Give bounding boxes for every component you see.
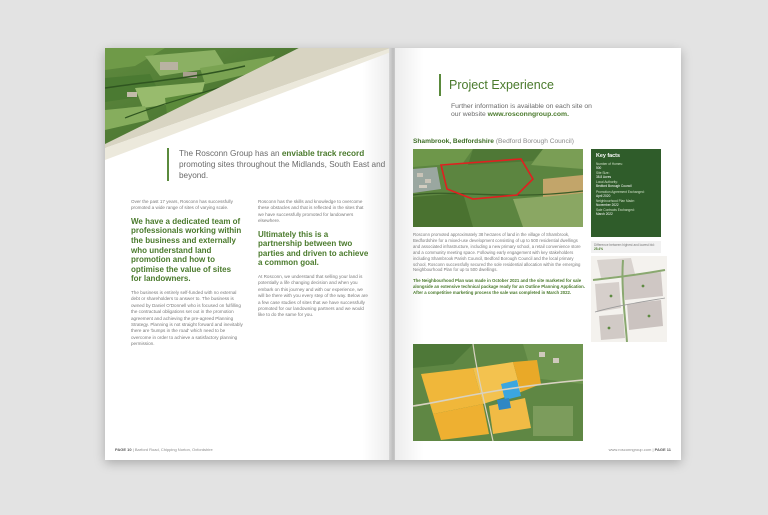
subtitle-text: Further information is available on each site on our website: [451, 103, 592, 118]
key-fact-label: Neighbourhood Plan Made:: [596, 198, 635, 203]
col2-intro: Rosconn has the skills and knowledge to overcome these obstacles and that is reflected in the sites that we have successfully promoted for landowners elsewhere.: [258, 199, 364, 224]
key-facts-row: [596, 162, 656, 170]
key-facts-panel: [591, 149, 661, 237]
site-description: [413, 232, 585, 301]
col2-heading: Ultimately this is a partnership between two parties and driven to achieve a common goal.: [258, 229, 369, 268]
site-council: (Bedford Borough Council): [495, 138, 574, 145]
tagline-emphasis: enviable track record: [281, 149, 365, 158]
bid-difference-value: 25.4%: [594, 247, 604, 251]
key-fact-value: Bedford Borough Council: [596, 184, 632, 189]
col1-intro: Over the past 17 years, Rosconn has successfully promoted a wide range of sites of varying scale.: [131, 199, 233, 211]
key-facts-row: [596, 180, 656, 188]
key-fact-value: 500: [596, 166, 602, 171]
site-paragraph-1: Rosconn promoted approximately 38 hectares of land in the village of Shambrook, Bedfordshire for a mixed-use development consisting of up to 500 residential dwellings and associated infrastructure, including a new primary school, a retail convenience store and a community meeting space. Following early engagement with key stakeholders including Shambrook Parish Council, Bedford Borough Council and the local primary school, Rosconn successfully secured the sole residential allocation within the emerging Neighbourhood Plan for up to 500 dwellings.: [413, 232, 581, 273]
left-column-1: [131, 199, 243, 353]
key-facts-row: [596, 199, 656, 207]
brochure-spread: [105, 48, 681, 460]
key-facts-row: [596, 190, 656, 198]
masterplan-drawing: [591, 256, 667, 342]
aerial-hero-image: [105, 48, 391, 208]
site-name: Shambrook, Bedfordshire: [413, 138, 494, 145]
left-footer: PAGE 10 | Barford Road, Chipping Norton, Oxfordshire: [115, 447, 213, 452]
website-link[interactable]: www.rosconngroup.com.: [487, 111, 569, 118]
col2-body: At Rosconn, we understand that selling your land is potentially a life changing decision and when you embark on this journey and with our experience, we will be there with you every step of the way. Below are a few case studies of sites that we have successfully promoted for our landowning partners and we would like to do the same for you.: [258, 274, 368, 318]
key-fact-value: November 2022: [596, 202, 619, 207]
left-column-2: [258, 199, 370, 324]
key-fact-value: March 2022: [596, 212, 613, 217]
key-fact-label: Promotion Agreement Exchanged:: [596, 189, 645, 194]
key-fact-label: Sale Contracts Exchanged:: [596, 207, 635, 212]
key-fact-label: Number of Homes:: [596, 162, 623, 166]
intro-tagline: [167, 148, 389, 181]
col1-heading: We have a dedicated team of professionals working within the business and externally who understand land promotion and how to optimise the value of sites for landowners.: [131, 216, 242, 284]
key-fact-value: 38.8 Acres: [596, 175, 612, 180]
site-heading: [413, 138, 574, 145]
key-fact-label: Local Authority:: [596, 180, 618, 185]
site-paragraph-2: The Neighbourhood Plan was made in October 2021 and the site marketed for sale alongside an extensive technical package ready for an Outline Planning Application. After a competitive marketing process the sale was completed in March 2022.: [413, 278, 585, 296]
tagline-prefix: The Rosconn Group has an: [179, 149, 282, 158]
key-fact-label: Site Size:: [596, 171, 610, 176]
left-page: [105, 48, 391, 460]
right-footer: www.rosconngroup.com | PAGE 11: [608, 447, 671, 452]
right-footer-website: www.rosconngroup.com: [608, 447, 652, 452]
bid-difference-box: [591, 241, 661, 253]
tagline-suffix: promoting sites throughout the Midlands, South East and beyond.: [179, 160, 386, 180]
page-title: Project Experience: [439, 74, 554, 96]
key-facts-row: [596, 208, 656, 216]
key-facts-title: Key facts: [596, 153, 620, 159]
right-page: [395, 48, 681, 460]
development-plan-map: [413, 344, 583, 441]
key-fact-value: April 2020: [596, 193, 611, 198]
page-subtitle: [451, 103, 601, 119]
key-facts-row: [596, 171, 656, 179]
bid-difference-label: Difference between highest and lowest bid:: [594, 243, 655, 247]
site-aerial-map: [413, 149, 583, 227]
col1-body: The business is entirely self-funded with no external debt or shareholders to answer to. The business is owned by Daniel O'Donnell who is focused on fulfilling the contractual obligations set out in the promotion agreement and achieving the pre-agreed Planning Strategy. Planning is not straight forward and inevitably there are 'bumps in the road' which need to be overcome in order to achieve a satisfactory planning permission.: [131, 289, 243, 347]
right-page-number: PAGE 11: [654, 447, 671, 452]
left-footer-location: Barford Road, Chipping Norton, Oxfordshire: [134, 447, 213, 452]
left-page-number: PAGE 10: [115, 447, 132, 452]
